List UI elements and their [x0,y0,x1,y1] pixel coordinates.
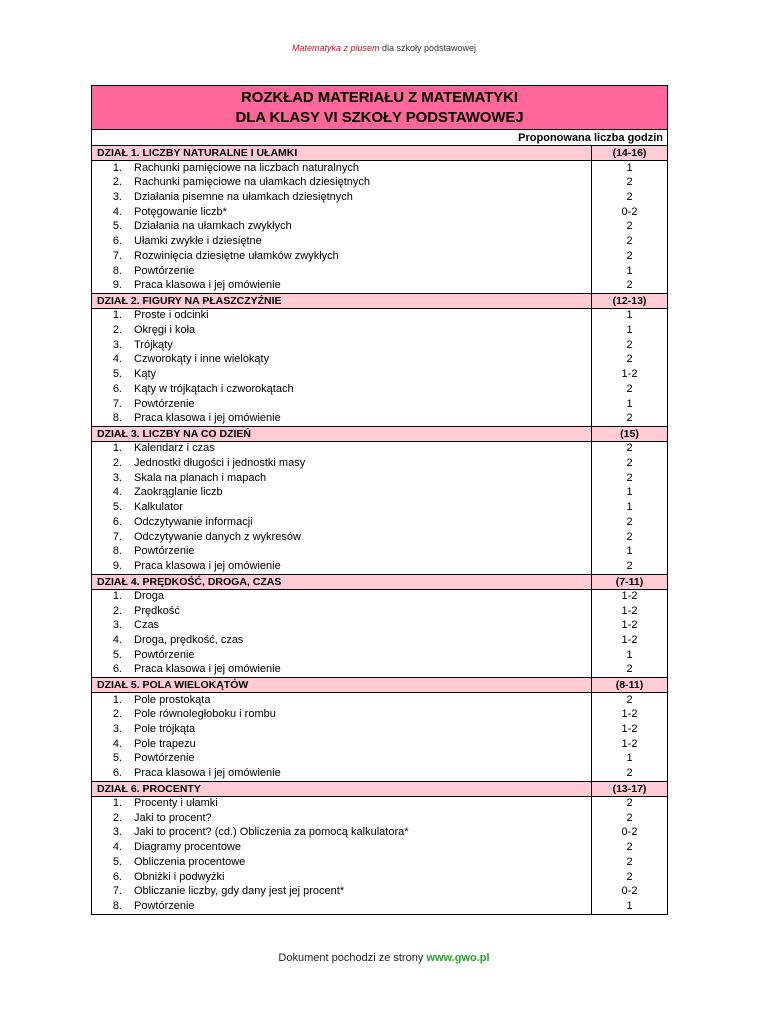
topic-name: Kalkulator [134,501,183,514]
topic-number: 3. [112,826,122,839]
topic-number: 2. [112,456,122,469]
topic-hours: 1 [592,264,668,279]
section-row [92,146,668,161]
table-row [92,382,668,397]
topic-cell [92,515,592,530]
topic-name: Procenty i ułamki [134,797,218,810]
table-row [92,279,668,294]
topic-cell [92,249,592,264]
topic-cell [92,486,592,501]
topic-number: 8. [112,264,122,277]
table-row [92,456,668,471]
page-footer [0,951,768,965]
brand-name: Matematyka z plusem [291,43,380,53]
topic-number: 2. [112,604,122,617]
topic-cell [92,870,592,885]
topic-cell [92,471,592,486]
topic-cell [92,899,592,914]
topic-hours: 1 [592,161,668,176]
topic-name: Czas [134,619,160,632]
topic-cell [92,737,592,752]
topic-hours: 2 [592,220,668,235]
topic-number: 8. [112,899,122,912]
topic-number: 1. [112,161,122,174]
topic-cell [92,190,592,205]
topic-hours: 2 [592,338,668,353]
table-row [92,471,668,486]
topic-number: 2. [112,176,122,189]
topic-name: Rozwinięcia dziesiętne ułamków zwykłych [134,249,339,262]
topic-hours: 1 [592,323,668,338]
table-row [92,175,668,190]
table-row [92,752,668,767]
topic-name: Potęgowanie liczb* [134,205,227,218]
section-hours: (7-11) [592,574,668,589]
topic-hours: 2 [592,456,668,471]
topic-number: 8. [112,545,122,558]
table-row [92,811,668,826]
topic-cell [92,589,592,604]
topic-cell [92,338,592,353]
topic-name: Prędkość [134,604,180,617]
topic-name: Praca klasowa i jej omówienie [134,766,281,779]
topic-cell [92,633,592,648]
topic-name: Diagramy procentowe [134,841,241,854]
topic-hours: 2 [592,515,668,530]
table-row [92,722,668,737]
topic-hours: 2 [592,353,668,368]
table-row [92,796,668,811]
topic-cell [92,456,592,471]
section-title: DZIAŁ 4. PRĘDKOŚĆ, DROGA, CZAS [92,574,592,589]
table-row [92,663,668,678]
table-row [92,693,668,708]
topic-cell [92,175,592,190]
topic-cell [92,264,592,279]
topic-hours: 2 [592,870,668,885]
topic-hours: 2 [592,766,668,781]
topic-cell [92,648,592,663]
section-hours: (15) [592,426,668,441]
table-row [92,870,668,885]
topic-cell [92,367,592,382]
topic-name: Ułamki zwykłe i dziesiętne [134,235,262,248]
topic-hours: 1 [592,308,668,323]
topic-hours: 1 [592,648,668,663]
table-row [92,899,668,914]
topic-hours: 1 [592,545,668,560]
table-row [92,441,668,456]
table-row [92,353,668,368]
topic-cell [92,796,592,811]
title-row [92,86,668,130]
topic-number: 9. [112,559,122,572]
section-title: DZIAŁ 6. PROCENTY [92,781,592,796]
topic-name: Obliczenia procentowe [134,855,246,868]
table-row [92,707,668,722]
topic-name: Odczytywanie danych z wykresów [134,530,301,543]
topic-cell [92,855,592,870]
table-row [92,737,668,752]
topic-number: 3. [112,722,122,735]
topic-name: Proste i odcinki [134,309,209,322]
topic-name: Praca klasowa i jej omówienie [134,559,281,572]
topic-name: Powtórzenie [134,545,195,558]
topic-number: 3. [112,471,122,484]
section-row [92,678,668,693]
table-row [92,397,668,412]
topic-hours: 2 [592,279,668,294]
table-row [92,264,668,279]
topic-name: Powtórzenie [134,648,195,661]
table-row [92,840,668,855]
topic-number: 1. [112,442,122,455]
topic-cell [92,220,592,235]
topic-hours: 2 [592,530,668,545]
topic-hours: 1 [592,486,668,501]
topic-hours: 2 [592,840,668,855]
topic-number: 3. [112,338,122,351]
curriculum-table [91,85,668,915]
table-row [92,559,668,574]
topic-number: 1. [112,693,122,706]
topic-hours: 2 [592,412,668,427]
topic-hours: 1-2 [592,619,668,634]
topic-cell [92,382,592,397]
topic-number: 9. [112,279,122,292]
section-title: DZIAŁ 5. POLA WIELOKĄTÓW [92,678,592,693]
table-row [92,161,668,176]
footer-link[interactable]: www.gwo.pl [426,952,490,964]
topic-number: 4. [112,353,122,366]
hours-column-header: Proponowana liczba godzin [92,130,668,146]
table-row [92,205,668,220]
topic-cell [92,161,592,176]
page-header [0,42,768,54]
topic-cell [92,826,592,841]
topic-name: Droga, prędkość, czas [134,634,244,647]
topic-number: 1. [112,797,122,810]
topic-name: Obniżki i podwyżki [134,870,225,883]
topic-name: Jaki to procent? (cd.) Obliczenia za pomocą kalkulatora* [134,826,409,839]
topic-number: 6. [112,235,122,248]
topic-name: Pole prostokąta [134,693,211,706]
topic-hours: 2 [592,471,668,486]
topic-hours: 1-2 [592,367,668,382]
table-row [92,589,668,604]
table-row [92,530,668,545]
topic-number: 2. [112,323,122,336]
topic-cell [92,840,592,855]
topic-hours: 2 [592,175,668,190]
topic-number: 2. [112,708,122,721]
topic-number: 1. [112,309,122,322]
topic-cell [92,604,592,619]
table-row [92,604,668,619]
topic-name: Obliczanie liczby, gdy dany jest jej procent* [134,885,345,898]
topic-cell [92,205,592,220]
topic-cell [92,441,592,456]
topic-hours: 1-2 [592,633,668,648]
topic-cell [92,752,592,767]
topic-name: Czworokąty i inne wielokąty [134,353,270,366]
section-row [92,574,668,589]
topic-cell [92,323,592,338]
topic-number: 4. [112,205,122,218]
table-row [92,249,668,264]
section-hours: (8-11) [592,678,668,693]
topic-name: Działania na ułamkach zwykłych [134,220,292,233]
title-line-2: DLA KLASY VI SZKOŁY PODSTAWOWEJ [235,108,524,126]
topic-name: Rachunki pamięciowe na ułamkach dziesiętnych [134,176,371,189]
topic-cell [92,619,592,634]
topic-number: 5. [112,501,122,514]
footer-text: Dokument pochodzi ze strony [278,952,424,964]
section-hours: (13-17) [592,781,668,796]
topic-hours: 2 [592,234,668,249]
topic-name: Odczytywanie informacji [134,515,253,528]
topic-hours: 0-2 [592,885,668,900]
topic-cell [92,234,592,249]
table-row [92,338,668,353]
table-row [92,234,668,249]
topic-cell [92,693,592,708]
topic-number: 6. [112,870,122,883]
section-row [92,426,668,441]
topic-cell [92,707,592,722]
topic-hours: 1-2 [592,722,668,737]
topic-cell [92,722,592,737]
topic-cell [92,663,592,678]
table-row [92,619,668,634]
topic-cell [92,766,592,781]
topic-hours: 1 [592,397,668,412]
table-row [92,308,668,323]
topic-number: 4. [112,737,122,750]
topic-hours: 2 [592,382,668,397]
topic-number: 4. [112,486,122,499]
topic-number: 7. [112,397,122,410]
topic-name: Powtórzenie [134,899,195,912]
topic-name: Droga [134,590,164,603]
topic-name: Praca klasowa i jej omówienie [134,279,281,292]
topic-cell [92,412,592,427]
topic-hours: 1-2 [592,604,668,619]
table-row [92,766,668,781]
topic-cell [92,545,592,560]
topic-hours: 2 [592,796,668,811]
brand-subtitle: dla szkoły podstawowej [381,43,477,53]
table-row [92,515,668,530]
topic-cell [92,308,592,323]
topic-number: 7. [112,530,122,543]
topic-name: Praca klasowa i jej omówienie [134,412,281,425]
topic-number: 5. [112,220,122,233]
topic-name: Powtórzenie [134,264,195,277]
table-row [92,220,668,235]
topic-number: 6. [112,766,122,779]
topic-name: Pole trójkąta [134,722,196,735]
topic-cell [92,500,592,515]
topic-name: Powtórzenie [134,397,195,410]
topic-name: Kąty [134,368,157,381]
table-row [92,190,668,205]
topic-hours: 0-2 [592,205,668,220]
table-row [92,545,668,560]
section-row [92,781,668,796]
topic-name: Praca klasowa i jej omówienie [134,663,281,676]
table-row [92,855,668,870]
topic-cell [92,559,592,574]
title-line-1: ROZKŁAD MATERIAŁU Z MATEMATYKI [241,88,518,106]
topic-hours: 1-2 [592,737,668,752]
topic-name: Kalendarz i czas [134,442,215,455]
topic-number: 3. [112,190,122,203]
section-hours: (12-13) [592,293,668,308]
table-row [92,367,668,382]
section-hours: (14-16) [592,146,668,161]
topic-name: Pole trapezu [134,737,196,750]
topic-cell [92,885,592,900]
topic-name: Powtórzenie [134,752,195,765]
topic-number: 1. [112,590,122,603]
section-title: DZIAŁ 3. LICZBY NA CO DZIEŃ [92,426,592,441]
topic-hours: 1 [592,899,668,914]
table-row [92,500,668,515]
table-row [92,486,668,501]
topic-number: 7. [112,885,122,898]
topic-number: 2. [112,811,122,824]
topic-name: Kąty w trójkątach i czworokątach [134,382,294,395]
topic-number: 7. [112,249,122,262]
topic-hours: 2 [592,249,668,264]
topic-name: Działania pisemne na ułamkach dziesiętnych [134,190,353,203]
topic-name: Pole równoległoboku i rombu [134,708,276,721]
topic-hours: 2 [592,663,668,678]
table-row [92,412,668,427]
topic-name: Trójkąty [134,338,173,351]
topic-cell [92,279,592,294]
topic-name: Rachunki pamięciowe na liczbach naturalnych [134,161,360,174]
topic-hours: 1-2 [592,707,668,722]
topic-name: Okręgi i koła [134,323,196,336]
topic-name: Jaki to procent? [134,811,212,824]
topic-cell [92,811,592,826]
topic-hours: 2 [592,559,668,574]
topic-number: 8. [112,412,122,425]
topic-number: 5. [112,368,122,381]
topic-number: 6. [112,663,122,676]
topic-hours: 2 [592,693,668,708]
topic-hours: 0-2 [592,826,668,841]
subheader-row [92,130,668,146]
topic-cell [92,530,592,545]
topic-hours: 1-2 [592,589,668,604]
topic-number: 4. [112,634,122,647]
topic-number: 5. [112,648,122,661]
topic-number: 6. [112,382,122,395]
topic-number: 6. [112,515,122,528]
table-row [92,885,668,900]
topic-name: Zaokrąglanie liczb [134,486,223,499]
section-title: DZIAŁ 2. FIGURY NA PŁASZCZYŹNIE [92,293,592,308]
table-row [92,826,668,841]
topic-number: 3. [112,619,122,632]
topic-hours: 1 [592,752,668,767]
topic-hours: 2 [592,190,668,205]
table-row [92,648,668,663]
table-row [92,633,668,648]
section-row [92,293,668,308]
table-row [92,323,668,338]
topic-number: 4. [112,841,122,854]
topic-cell [92,397,592,412]
topic-hours: 2 [592,811,668,826]
table-title [92,86,668,130]
topic-number: 5. [112,855,122,868]
topic-name: Skala na planach i mapach [134,471,267,484]
topic-hours: 2 [592,441,668,456]
topic-name: Jednostki długości i jednostki masy [134,456,306,469]
topic-hours: 2 [592,855,668,870]
topic-number: 5. [112,752,122,765]
topic-cell [92,353,592,368]
topic-hours: 1 [592,500,668,515]
section-title: DZIAŁ 1. LICZBY NATURALNE I UŁAMKI [92,146,592,161]
